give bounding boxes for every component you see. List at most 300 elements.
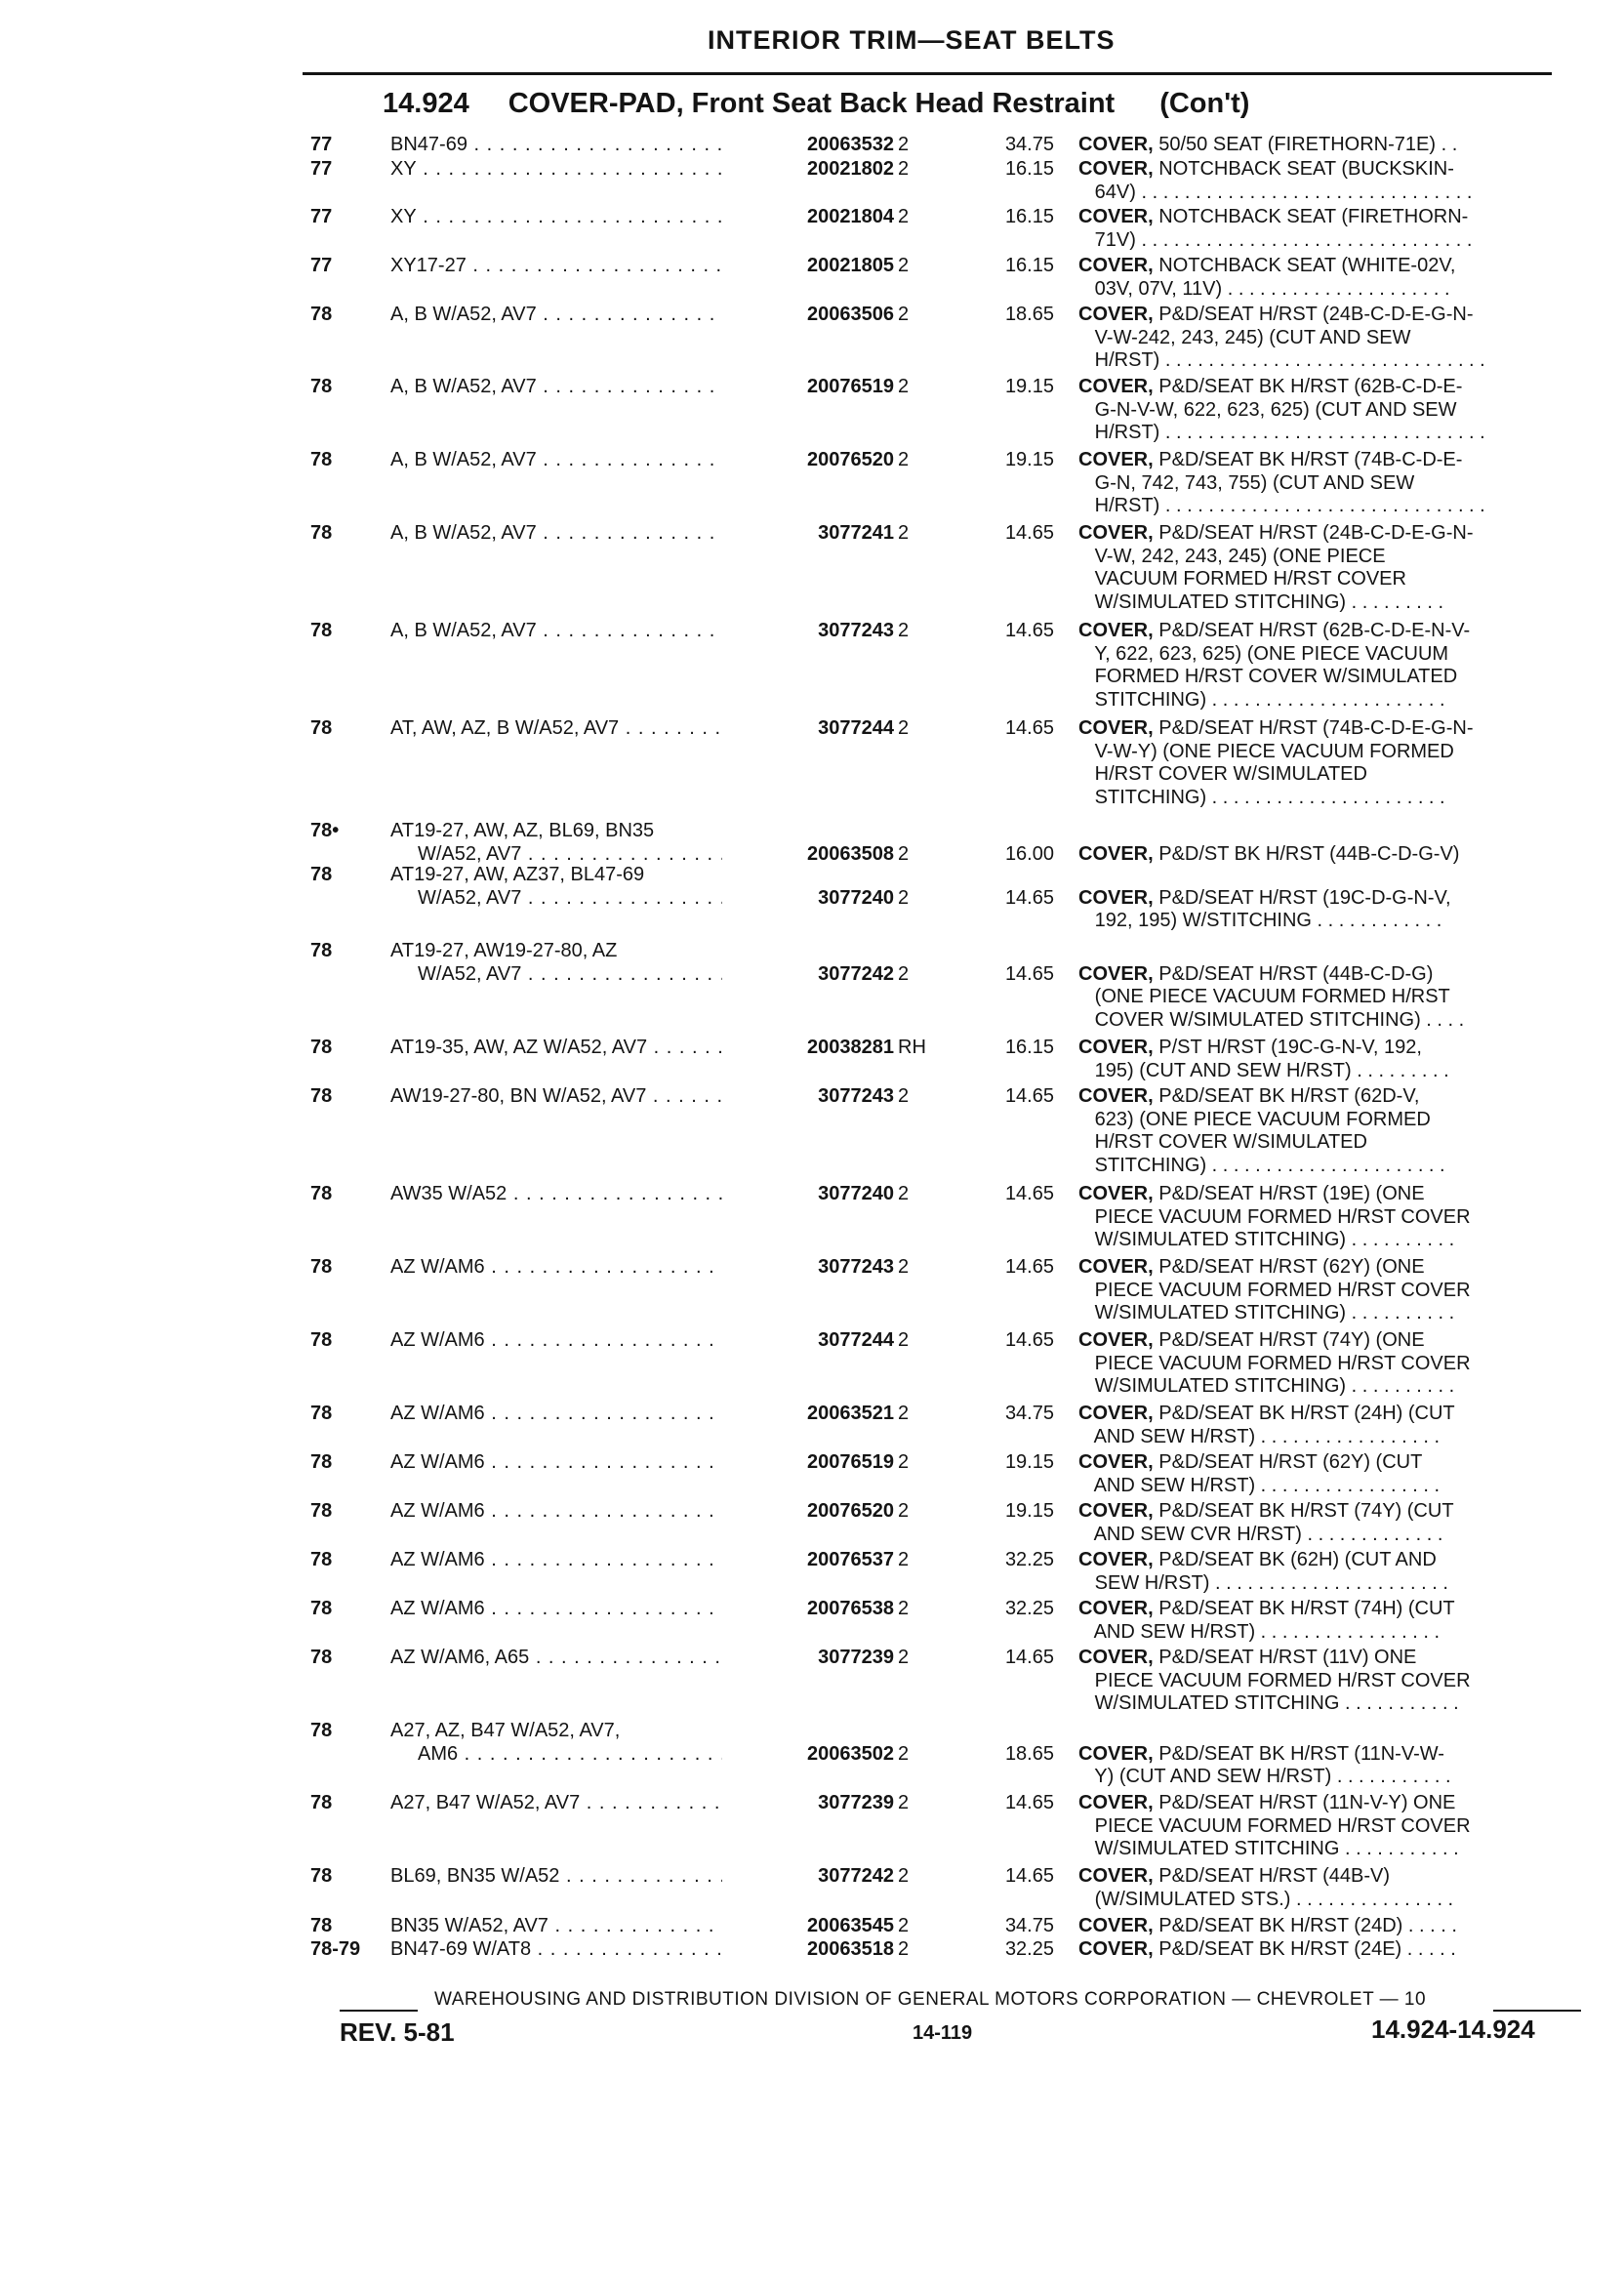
description — [1078, 887, 1586, 933]
description-line — [1078, 1256, 1586, 1280]
description-text: V-W, 242, 243, 245) (ONE PIECE — [1078, 545, 1386, 567]
description-keyword: COVER, — [1078, 1792, 1154, 1813]
price: 14.65 — [1004, 1085, 1054, 1107]
description-keyword: COVER, — [1078, 1451, 1154, 1473]
description-line — [1078, 787, 1586, 810]
model-usage — [390, 1598, 742, 1621]
description-line — [1078, 278, 1586, 302]
description — [1078, 1329, 1586, 1399]
description-text: Y, 622, 623, 625) (ONE PIECE VACUUM — [1078, 642, 1449, 665]
price: 16.15 — [1004, 158, 1054, 180]
quantity: 2 — [898, 522, 910, 544]
figure-number: 78 — [310, 1720, 333, 1741]
description-text: FORMED H/RST COVER W/SIMULATED — [1078, 666, 1458, 687]
part-number: 3077244 — [722, 717, 894, 741]
part-number: 20021802 — [722, 158, 894, 182]
description-text: P&D/SEAT H/RST (11N-V-Y) ONE — [1153, 1792, 1456, 1813]
model-usage — [390, 940, 742, 986]
description-line — [1078, 1865, 1586, 1889]
description-line — [1078, 422, 1586, 445]
quantity: 2 — [898, 1865, 910, 1887]
description-line — [1078, 763, 1586, 787]
model-usage — [390, 1451, 742, 1475]
model-usage-line: W/A52, AV7 . . . — [390, 963, 742, 987]
model-usage-line: AW35 W/A52 . . . — [390, 1183, 742, 1206]
quantity: 2 — [898, 886, 910, 909]
description-line — [1078, 1131, 1586, 1155]
description-text: STITCHING) . . . . . . . . . . . . . . . . . . . . . . — [1078, 1154, 1445, 1176]
figure-number: 78 — [310, 717, 333, 739]
description-text: G-N-V-W, 622, 623, 625) (CUT AND SEW — [1078, 398, 1457, 421]
description-text: W/SIMULATED STITCHING) . . . . . . . . . . — [1078, 1375, 1455, 1397]
part-number: 3077243 — [722, 1085, 894, 1109]
price: 14.65 — [1004, 1865, 1054, 1887]
model-usage — [390, 1720, 742, 1766]
model-usage — [390, 717, 742, 741]
description-keyword: COVER, — [1078, 1915, 1154, 1936]
description-text: P&D/SEAT H/RST (62B-C-D-E-N-V- — [1153, 620, 1471, 641]
quantity: 2 — [898, 1451, 910, 1473]
quantity: 2 — [898, 1403, 910, 1424]
description-text: PIECE VACUUM FORMED H/RST COVER — [1078, 1352, 1471, 1374]
description-text: P&D/SEAT H/RST (24B-C-D-E-G-N- — [1153, 522, 1474, 544]
description-text: NOTCHBACK SEAT (BUCKSKIN- — [1153, 158, 1454, 180]
description-keyword: COVER, — [1078, 1183, 1154, 1204]
part-number: 3077239 — [722, 1647, 894, 1670]
model-usage-line: A, B W/A52, AV7 . . . — [390, 376, 742, 399]
description-line — [1078, 304, 1586, 327]
part-number: 20076537 — [722, 1549, 894, 1572]
model-usage-line: AZ W/AM6 . . . — [390, 1598, 742, 1621]
description — [1078, 376, 1586, 445]
model-usage-line: AM6 . . . — [390, 1743, 742, 1767]
description-keyword: COVER, — [1078, 1865, 1154, 1887]
description-text: Y) (CUT AND SEW H/RST) . . . . . . . . . . . — [1078, 1766, 1451, 1787]
description-line — [1078, 1060, 1586, 1083]
description — [1078, 206, 1586, 252]
quantity: 2 — [898, 206, 910, 227]
model-usage-line: BN47-69 . . . — [390, 134, 742, 157]
price: 19.15 — [1004, 1500, 1054, 1522]
description-text: P&D/SEAT BK H/RST (74H) (CUT — [1153, 1598, 1455, 1619]
description-line — [1078, 1155, 1586, 1178]
description-keyword: COVER, — [1078, 449, 1154, 470]
description-line — [1078, 643, 1586, 667]
part-number: 3077240 — [722, 1183, 894, 1206]
description — [1078, 1792, 1586, 1861]
description-keyword: COVER, — [1078, 206, 1154, 227]
price: 14.65 — [1004, 886, 1054, 909]
description-line — [1078, 1549, 1586, 1572]
model-usage-line: XY17-27 . . . — [390, 255, 742, 278]
part-number: 20063545 — [722, 1915, 894, 1938]
description-line — [1078, 591, 1586, 615]
description-text: NOTCHBACK SEAT (FIRETHORN- — [1153, 206, 1469, 227]
part-number: 20076520 — [722, 1500, 894, 1524]
figure-number: 78 — [310, 1915, 333, 1936]
description-line — [1078, 1598, 1586, 1621]
price: 18.65 — [1004, 1742, 1054, 1765]
figure-number: 78 — [310, 1647, 333, 1668]
description-keyword: COVER, — [1078, 304, 1154, 325]
description-text: AND SEW CVR H/RST) . . . . . . . . . . . . . — [1078, 1523, 1443, 1545]
figure-number: 78 — [310, 449, 333, 470]
description-line — [1078, 1647, 1586, 1670]
description-text: SEW H/RST) . . . . . . . . . . . . . . . . . . . . . . — [1078, 1571, 1448, 1594]
description-line — [1078, 399, 1586, 423]
description-line — [1078, 1692, 1586, 1716]
description-text: PIECE VACUUM FORMED H/RST COVER — [1078, 1669, 1471, 1691]
model-usage-line: AZ W/AM6 . . . — [390, 1329, 742, 1353]
model-usage — [390, 1037, 742, 1060]
figure-number: 78 — [310, 376, 333, 397]
figure-number: 78 — [310, 1329, 333, 1351]
description-line — [1078, 1353, 1586, 1376]
part-number: 3077242 — [722, 1865, 894, 1889]
description-keyword: COVER, — [1078, 1742, 1154, 1765]
model-usage-line: AT19-27, AW, AZ, BL69, BN35 — [390, 820, 655, 841]
description-line — [1078, 963, 1586, 987]
quantity: 2 — [898, 842, 910, 865]
description — [1078, 1865, 1586, 1911]
description-text: 623) (ONE PIECE VACUUM FORMED — [1078, 1108, 1431, 1130]
price: 18.65 — [1004, 304, 1054, 325]
description-line — [1078, 134, 1586, 157]
figure-number: 77 — [310, 134, 333, 155]
part-number: 20021805 — [722, 255, 894, 278]
price: 14.65 — [1004, 522, 1054, 544]
description-text: P&D/SEAT BK H/RST (74Y) (CUT — [1153, 1500, 1454, 1522]
price: 32.25 — [1004, 1938, 1054, 1960]
description-text: 50/50 SEAT (FIRETHORN-71E) . . — [1153, 134, 1458, 155]
description-text: W/SIMULATED STITCHING) . . . . . . . . . . — [1078, 1229, 1455, 1250]
description — [1078, 717, 1586, 809]
part-number: 20076538 — [722, 1598, 894, 1621]
description-line — [1078, 1037, 1586, 1060]
description-line — [1078, 327, 1586, 350]
section-range: 14.924-14.924 — [1371, 2015, 1535, 2044]
description — [1078, 1183, 1586, 1252]
description-line — [1078, 229, 1586, 253]
price: 14.65 — [1004, 1256, 1054, 1278]
description-line — [1078, 206, 1586, 229]
model-usage-line: A27, B47 W/A52, AV7 . . . — [390, 1792, 742, 1815]
part-number: 3077244 — [722, 1329, 894, 1353]
description-keyword: COVER, — [1078, 1403, 1154, 1424]
figure-number: 78 — [310, 1792, 333, 1813]
figure-number: 78 — [310, 1037, 333, 1058]
description-line — [1078, 1229, 1586, 1252]
description-line — [1078, 546, 1586, 569]
model-usage — [390, 1183, 742, 1206]
description-line — [1078, 1792, 1586, 1815]
price: 14.65 — [1004, 962, 1054, 985]
description-line — [1078, 522, 1586, 546]
quantity: 2 — [898, 134, 910, 155]
section-name: COVER-PAD, Front Seat Back Head Restraint — [508, 88, 1116, 119]
model-usage-line: AT, AW, AZ, B W/A52, AV7 . . . — [390, 717, 742, 741]
figure-number: 78 — [310, 1549, 333, 1570]
description-line — [1078, 255, 1586, 278]
description-text: STITCHING) . . . . . . . . . . . . . . . . . . . . . . — [1078, 688, 1445, 711]
description-text: G-N, 742, 743, 755) (CUT AND SEW — [1078, 471, 1415, 494]
figure-number: 78 — [310, 940, 333, 961]
description — [1078, 1938, 1586, 1962]
quantity: RH — [898, 1037, 926, 1058]
description-line — [1078, 717, 1586, 741]
description-text: (W/SIMULATED STS.) . . . . . . . . . . . . . . . — [1078, 1888, 1454, 1910]
description-line — [1078, 1009, 1586, 1033]
figure-number: 78 — [310, 1256, 333, 1278]
part-number: 3077243 — [722, 1256, 894, 1280]
part-number: 3077240 — [722, 887, 894, 911]
model-usage-line: AZ W/AM6 . . . — [390, 1549, 742, 1572]
description-text: PIECE VACUUM FORMED H/RST COVER — [1078, 1814, 1471, 1837]
description-text: 71V) . . . . . . . . . . . . . . . . . . . . . . . . . . . . . . . — [1078, 228, 1473, 251]
model-usage — [390, 1865, 742, 1889]
description-keyword: COVER, — [1078, 1037, 1154, 1058]
description-line — [1078, 1426, 1586, 1449]
part-number: 3077243 — [722, 620, 894, 643]
model-usage-line: AZ W/AM6 . . . — [390, 1500, 742, 1524]
part-number: 3077242 — [722, 963, 894, 987]
part-number: 20076519 — [722, 1451, 894, 1475]
description-line — [1078, 1329, 1586, 1353]
description-text: P&D/SEAT H/RST (44B-C-D-G) — [1153, 962, 1434, 985]
description-keyword: COVER, — [1078, 1500, 1154, 1522]
model-usage — [390, 1549, 742, 1572]
description-keyword: COVER, — [1078, 522, 1154, 544]
description-text: P&D/SEAT H/RST (74B-C-D-E-G-N- — [1153, 717, 1474, 739]
description-keyword: COVER, — [1078, 1085, 1154, 1107]
description-text: P&D/SEAT BK H/RST (11N-V-W- — [1153, 1742, 1444, 1765]
page-header-title: INTERIOR TRIM—SEAT BELTS — [708, 25, 1116, 55]
price: 14.65 — [1004, 1792, 1054, 1813]
description-text: W/SIMULATED STITCHING) . . . . . . . . . — [1078, 590, 1444, 613]
description-keyword: COVER, — [1078, 1329, 1154, 1351]
description — [1078, 1085, 1586, 1177]
figure-number: 78 — [310, 304, 333, 325]
model-usage-line: BL69, BN35 W/A52 . . . — [390, 1865, 742, 1889]
description — [1078, 158, 1586, 204]
model-usage — [390, 449, 742, 472]
price: 19.15 — [1004, 376, 1054, 397]
description-keyword: COVER, — [1078, 842, 1154, 865]
quantity: 2 — [898, 376, 910, 397]
price: 14.65 — [1004, 620, 1054, 641]
description — [1078, 963, 1586, 1033]
model-usage-line: BN47-69 W/AT8 . . . — [390, 1938, 742, 1962]
part-number: 20063502 — [722, 1743, 894, 1767]
description-text: 192, 195) W/STITCHING . . . . . . . . . . . . — [1078, 910, 1442, 931]
description-line — [1078, 843, 1586, 867]
part-number: 20063532 — [722, 134, 894, 157]
description — [1078, 620, 1586, 712]
figure-number: 78 — [310, 1598, 333, 1619]
description-text: P&D/SEAT BK H/RST (74B-C-D-E- — [1153, 449, 1463, 470]
model-usage-line: AW19-27-80, BN W/A52, AV7 . . . — [390, 1085, 742, 1109]
description-text: PIECE VACUUM FORMED H/RST COVER — [1078, 1205, 1471, 1228]
model-usage — [390, 1500, 742, 1524]
description-keyword: COVER, — [1078, 1549, 1154, 1570]
model-usage — [390, 376, 742, 399]
figure-number: 78 — [310, 1085, 333, 1107]
figure-number: 77 — [310, 255, 333, 276]
section-continued: (Con't) — [1159, 88, 1250, 119]
model-usage-line: AZ W/AM6 . . . — [390, 1451, 742, 1475]
model-usage — [390, 134, 742, 157]
section-number: 14.924 — [383, 88, 469, 119]
description-line — [1078, 666, 1586, 689]
description-text: P&D/SEAT H/RST (62Y) (CUT — [1153, 1451, 1423, 1473]
model-usage-line: AZ W/AM6, A65 . . . — [390, 1647, 742, 1670]
model-usage-line: AZ W/AM6 . . . — [390, 1403, 742, 1426]
model-usage-line: AT19-27, AW19-27-80, AZ — [390, 940, 618, 961]
model-usage-line: BN35 W/A52, AV7 . . . — [390, 1915, 742, 1938]
description-line — [1078, 1475, 1586, 1498]
price: 16.15 — [1004, 255, 1054, 276]
quantity: 2 — [898, 304, 910, 325]
description-text: COVER W/SIMULATED STITCHING) . . . . — [1078, 1008, 1465, 1031]
description-text: H/RST) . . . . . . . . . . . . . . . . . . . . . . . . . . . . . . — [1078, 349, 1485, 371]
description-text: P&D/SEAT H/RST (11V) ONE — [1153, 1647, 1417, 1668]
description-text: P&D/SEAT H/RST (24B-C-D-E-G-N- — [1153, 304, 1474, 325]
description-text: 64V) . . . . . . . . . . . . . . . . . . . . . . . . . . . . . . . — [1078, 181, 1473, 203]
model-usage — [390, 304, 742, 327]
description-text: P&D/SEAT H/RST (44B-V) — [1153, 1865, 1390, 1887]
quantity: 2 — [898, 620, 910, 641]
description-line — [1078, 568, 1586, 591]
description-line — [1078, 1572, 1586, 1596]
model-usage — [390, 206, 742, 229]
description-text: V-W-Y) (ONE PIECE VACUUM FORMED — [1078, 740, 1454, 762]
model-usage-line: XY . . . — [390, 158, 742, 182]
figure-number: 78 — [310, 1865, 333, 1887]
description — [1078, 1598, 1586, 1644]
model-usage — [390, 820, 742, 866]
model-usage-line: AT19-35, AW, AZ W/A52, AV7 . . . — [390, 1037, 742, 1060]
description-line — [1078, 1451, 1586, 1475]
description-line — [1078, 741, 1586, 764]
description-text: AND SEW H/RST) . . . . . . . . . . . . . . . . . — [1078, 1425, 1441, 1447]
description-line — [1078, 1915, 1586, 1938]
description-line — [1078, 472, 1586, 496]
model-usage-line: A27, AZ, B47 W/A52, AV7, — [390, 1720, 621, 1741]
description-line — [1078, 158, 1586, 182]
quantity: 2 — [898, 962, 910, 985]
description-line — [1078, 1670, 1586, 1693]
price: 14.65 — [1004, 1329, 1054, 1351]
model-usage-line: A, B W/A52, AV7 . . . — [390, 304, 742, 327]
description-line — [1078, 1500, 1586, 1524]
description-text: P&D/ST BK H/RST (44B-C-D-G-V) — [1153, 842, 1460, 865]
description-line — [1078, 182, 1586, 205]
description-text: P/ST H/RST (19C-G-N-V, 192, — [1153, 1037, 1422, 1058]
price: 14.65 — [1004, 1183, 1054, 1204]
part-number: 3077239 — [722, 1792, 894, 1815]
model-usage — [390, 158, 742, 182]
description-keyword: COVER, — [1078, 962, 1154, 985]
description-text: P&D/SEAT BK H/RST (24E) . . . . . — [1153, 1938, 1456, 1960]
description-text: W/SIMULATED STITCHING . . . . . . . . . . . — [1078, 1838, 1459, 1859]
figure-number: 78 — [310, 1451, 333, 1473]
description-keyword: COVER, — [1078, 1647, 1154, 1668]
description — [1078, 1915, 1586, 1938]
figure-number: 78 — [310, 620, 333, 641]
figure-number: 78-79 — [310, 1938, 361, 1960]
description — [1078, 1037, 1586, 1082]
figure-number: 77 — [310, 158, 333, 180]
model-usage — [390, 1329, 742, 1353]
description-text: 195) (CUT AND SEW H/RST) . . . . . . . . . — [1078, 1059, 1449, 1081]
description-text: H/RST) . . . . . . . . . . . . . . . . . . . . . . . . . . . . . . — [1078, 422, 1485, 443]
description-line — [1078, 1766, 1586, 1789]
model-usage-line: W/A52, AV7 . . . — [390, 843, 742, 867]
model-usage — [390, 1915, 742, 1938]
model-usage — [390, 1403, 742, 1426]
model-usage-line: A, B W/A52, AV7 . . . — [390, 620, 742, 643]
description — [1078, 1451, 1586, 1497]
part-number: 20063521 — [722, 1403, 894, 1426]
quantity: 2 — [898, 158, 910, 180]
price: 34.75 — [1004, 134, 1054, 155]
description-line — [1078, 349, 1586, 373]
quantity: 2 — [898, 1742, 910, 1765]
part-number: 20063508 — [722, 843, 894, 867]
description-text: VACUUM FORMED H/RST COVER — [1078, 568, 1406, 590]
description — [1078, 255, 1586, 301]
description — [1078, 134, 1586, 157]
description-line — [1078, 1621, 1586, 1645]
description-keyword: COVER, — [1078, 1256, 1154, 1278]
description-text: W/SIMULATED STITCHING . . . . . . . . . . . — [1078, 1692, 1459, 1714]
price: 34.75 — [1004, 1403, 1054, 1424]
price: 14.65 — [1004, 1647, 1054, 1668]
description-text: P&D/SEAT BK H/RST (24H) (CUT — [1153, 1403, 1455, 1424]
part-number: 3077241 — [722, 522, 894, 546]
model-usage — [390, 1647, 742, 1670]
description — [1078, 843, 1586, 867]
model-usage — [390, 255, 742, 278]
description-text: H/RST) . . . . . . . . . . . . . . . . . . . . . . . . . . . . . . — [1078, 495, 1485, 516]
description-keyword: COVER, — [1078, 717, 1154, 739]
footer-division: WAREHOUSING AND DISTRIBUTION DIVISION OF GENERAL MOTORS CORPORATION — CHEVROLET — 10 — [434, 1989, 1427, 2010]
part-number: 20076519 — [722, 376, 894, 399]
quantity: 2 — [898, 1915, 910, 1936]
model-usage-line: A, B W/A52, AV7 . . . — [390, 449, 742, 472]
description-text: NOTCHBACK SEAT (WHITE-02V, — [1153, 255, 1456, 276]
description-keyword: COVER, — [1078, 376, 1154, 397]
price: 34.75 — [1004, 1915, 1054, 1936]
quantity: 2 — [898, 1549, 910, 1570]
description-line — [1078, 1938, 1586, 1962]
description-text: P&D/SEAT BK H/RST (62D-V, — [1153, 1085, 1420, 1107]
model-usage-line: A, B W/A52, AV7 . . . — [390, 522, 742, 546]
description-keyword: COVER, — [1078, 1598, 1154, 1619]
description-text: (ONE PIECE VACUUM FORMED H/RST — [1078, 986, 1450, 1007]
description-text: V-W-242, 243, 245) (CUT AND SEW — [1078, 326, 1411, 348]
description-line — [1078, 689, 1586, 712]
description — [1078, 522, 1586, 614]
part-number: 20076520 — [722, 449, 894, 472]
quantity: 2 — [898, 1183, 910, 1204]
price: 19.15 — [1004, 1451, 1054, 1473]
description-keyword: COVER, — [1078, 886, 1154, 909]
description-line — [1078, 1815, 1586, 1839]
model-usage-line: W/A52, AV7 . . . — [390, 887, 742, 911]
description — [1078, 304, 1586, 373]
description-text: PIECE VACUUM FORMED H/RST COVER — [1078, 1279, 1471, 1301]
